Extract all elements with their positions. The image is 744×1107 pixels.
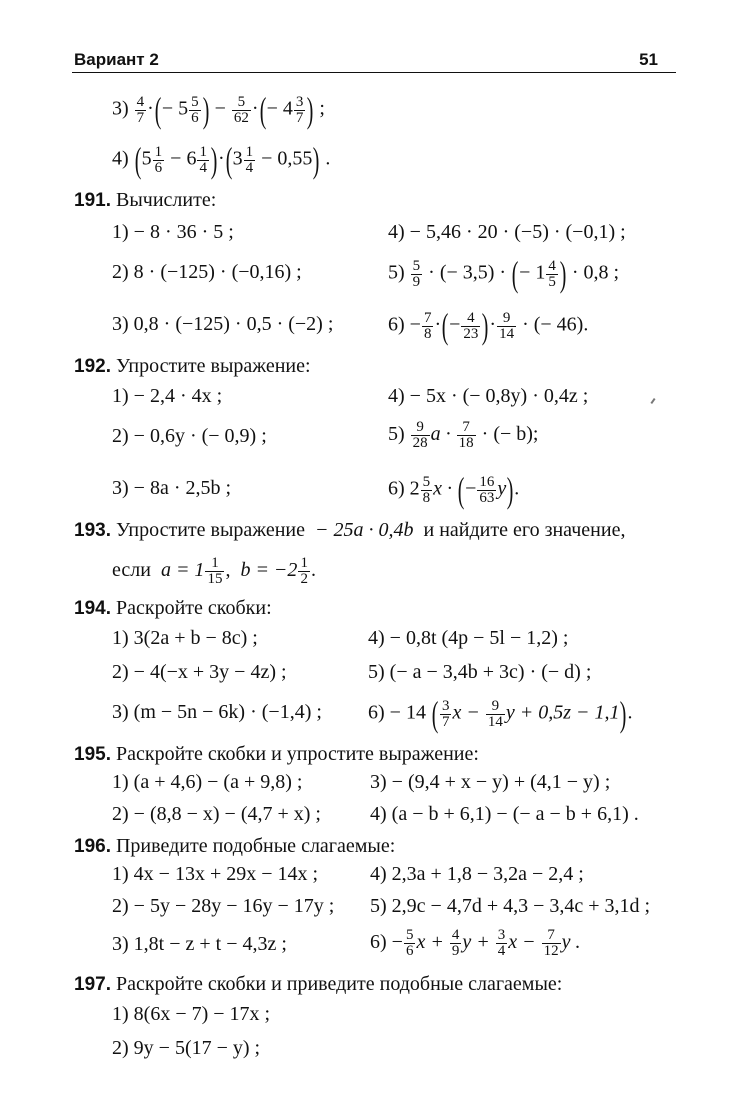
problem-197-heading: 197. Раскройте скобки и приведите подобные слагаемые: [74, 973, 563, 995]
problem-192-heading: 192. Упростите выражение: [74, 355, 311, 377]
page-header [72, 48, 672, 74]
item-number: 4) [112, 147, 129, 170]
problem-192-item-1: 1) − 2,4 · 4x ; [112, 385, 223, 407]
item-number: 3) [112, 97, 129, 120]
header-rule [72, 72, 676, 73]
problem-196-item-5: 5) 2,9c − 4,7d + 4,3 − 3,4c + 3,1d ; [370, 895, 651, 917]
problem-194-item-3: 3) (m − 5n − 6k) · (−1,4) ; [112, 701, 322, 723]
problem-195-item-1: 1) (a + 4,6) − (a + 9,8) ; [112, 771, 303, 793]
page-number: 51 [639, 50, 658, 69]
problem-194-item-6: 6) − 14 ( $\frac{3}{7}$ x − $\frac{9}{14}$ y + 0,5z − 1,1). [368, 694, 633, 734]
prev-item-4: 4) (5 $\frac{1}{6}$ − 6 $\frac{1}{4}$ )·(3 $\frac{1}{4}$ − 0,55) . [112, 140, 331, 180]
problem-194-item-4: 4) − 0,8t (4p − 5l − 1,2) ; [368, 627, 569, 649]
problem-196-item-3: 3) 1,8t − z + t − 4,3z ; [112, 933, 287, 955]
problem-196-item-1: 1) 4x − 13x + 29x − 14x ; [112, 863, 319, 885]
problem-195-item-3: 3) − (9,4 + x − y) + (4,1 − y) ; [370, 771, 611, 793]
problem-197-item-2: 2) 9y − 5(17 − y) ; [112, 1037, 261, 1059]
problem-197-item-1: 1) 8(6x − 7) − 17x ; [112, 1003, 271, 1025]
problem-196-item-6: 6) − $\frac{5}{6}$ x + $\frac{4}{9}$ y + $\frac{3}{4}$ x − $\frac{7}{12}$ y . [370, 927, 581, 959]
problem-191-item-6: 6) − $\frac{7}{8}$ ·(− $\frac{4}{23}$ )· $\frac{9}{14}$ · (− 46). [388, 306, 589, 346]
stray-mark [650, 398, 655, 404]
problem-196-item-4: 4) 2,3a + 1,8 − 3,2a − 2,4 ; [370, 863, 584, 885]
variant-title: Вариант 2 [74, 50, 159, 69]
problem-191-item-2: 2) 8 · (−125) · (−0,16) ; [112, 261, 302, 283]
problem-193-condition: если a = 1 $\frac{1}{15}$ , b = −2 $\frac{1}{2}$ . [112, 555, 316, 587]
problem-192-item-4: 4) − 5x · (− 0,8y) · 0,4z ; [388, 385, 589, 407]
problem-194-item-5: 5) (− a − 3,4b + 3c) · (− d) ; [368, 661, 592, 683]
problem-196-heading: 196. Приведите подобные слагаемые: [74, 835, 396, 857]
problem-195-item-2: 2) − (8,8 − x) − (4,7 + x) ; [112, 803, 321, 825]
problem-192-item-3: 3) − 8a · 2,5b ; [112, 477, 232, 499]
fraction: $\frac{4}{7}$ [136, 93, 145, 126]
problem-194-item-2: 2) − 4(−x + 3y − 4z) ; [112, 661, 287, 683]
problem-193-heading: 193. Упростите выражение − 25a · 0,4b и найдите его значение, [74, 519, 626, 541]
problem-192-item-6: 6) 2 $\frac{5}{8}$ x · (− $\frac{16}{63}$ y). [388, 470, 520, 510]
problem-191-item-3: 3) 0,8 · (−125) · 0,5 · (−2) ; [112, 313, 334, 335]
problem-191-item-4: 4) − 5,46 · 20 · (−5) · (−0,1) ; [388, 221, 626, 243]
problem-196-item-2: 2) − 5y − 28y − 16y − 17y ; [112, 895, 335, 917]
problem-194-item-1: 1) 3(2a + b − 8c) ; [112, 627, 258, 649]
problem-191-item-5: 5) $\frac{5}{9}$ · (− 3,5) · (− 1 $\frac{4}{5}$ ) · 0,8 ; [388, 254, 620, 294]
prev-item-3: 3) $\frac{4}{7}$ ·(− 5 $\frac{5}{6}$ ) − $\frac{5}{62}$ ·(− 4 $\frac{3}{7}$ ) ; [112, 90, 325, 130]
problem-192-item-2: 2) − 0,6y · (− 0,9) ; [112, 425, 267, 447]
problem-195-heading: 195. Раскройте скобки и упростите выражение: [74, 743, 479, 765]
problem-191-heading: 191. Вычислите: [74, 189, 217, 211]
problem-194-heading: 194. Раскройте скобки: [74, 597, 272, 619]
problem-191-item-1: 1) − 8 · 36 · 5 ; [112, 221, 234, 243]
problem-195-item-4: 4) (a − b + 6,1) − (− a − b + 6,1) . [370, 803, 639, 825]
problem-192-item-5: 5) $\frac{9}{28}$ a · $\frac{7}{18}$ · (− b); [388, 419, 539, 451]
